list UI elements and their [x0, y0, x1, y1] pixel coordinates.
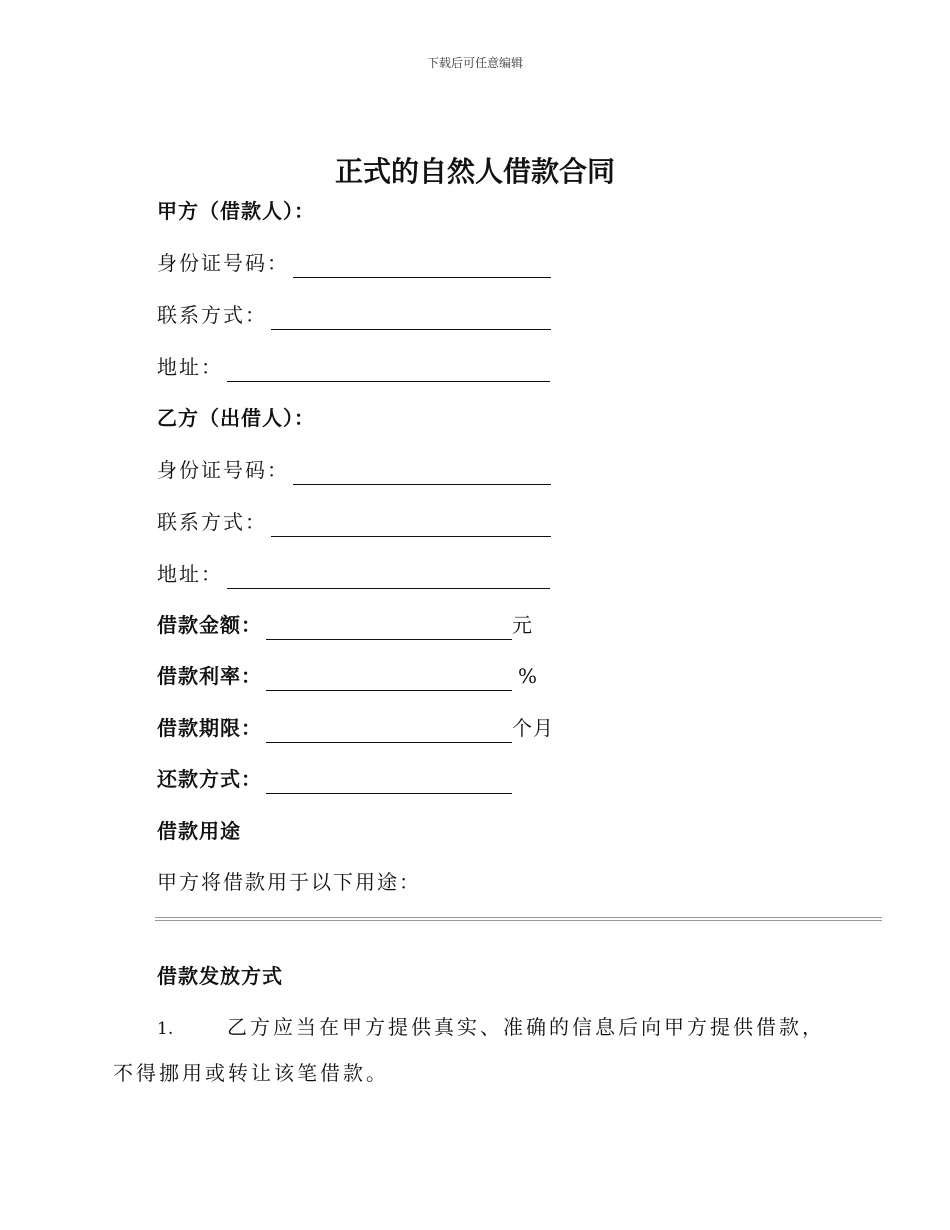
header-note: 下载后可任意编辑: [426, 56, 523, 70]
party-b-address-row: [157, 559, 550, 589]
loan-amount-row: [157, 610, 533, 640]
loan-amount-blank[interactable]: [266, 617, 512, 640]
loan-term-unit: 个月: [512, 716, 554, 740]
purpose-text: 甲方将借款用于以下用途：: [157, 870, 421, 894]
loan-rate-unit: %: [518, 664, 539, 688]
party-b-id-label: 身份证号码：: [157, 458, 289, 482]
party-b-contact-row: [157, 507, 551, 537]
loan-amount-unit: 元: [512, 613, 533, 637]
loan-term-row: [157, 713, 554, 743]
section-divider: [155, 917, 882, 921]
party-a-address-row: [157, 352, 550, 382]
purpose-heading: 借款用途: [157, 819, 241, 843]
loan-amount-label: 借款金额：: [157, 613, 262, 637]
party-b-id-row: [157, 455, 551, 485]
disbursement-heading: 借款发放方式: [157, 964, 283, 988]
disbursement-item-1: [113, 1005, 833, 1095]
repayment-method-row: [157, 764, 512, 794]
party-b-contact-blank[interactable]: [271, 514, 551, 537]
party-b-contact-label: 联系方式：: [157, 510, 267, 534]
loan-term-blank[interactable]: [266, 720, 512, 743]
disbursement-item-number: 1.: [157, 1019, 174, 1039]
party-a-address-label: 地址：: [157, 355, 223, 379]
party-b-address-label: 地址：: [157, 562, 223, 586]
party-a-contact-blank[interactable]: [271, 307, 551, 330]
loan-rate-label: 借款利率：: [157, 664, 262, 688]
loan-term-label: 借款期限：: [157, 716, 262, 740]
party-a-contact-label: 联系方式：: [157, 303, 267, 327]
party-b-heading: 乙方（出借人）：: [157, 406, 315, 430]
document-title: 正式的自然人借款合同: [334, 155, 615, 188]
repayment-method-label: 还款方式：: [157, 767, 262, 791]
party-a-heading: 甲方（借款人）：: [157, 199, 315, 223]
party-b-id-blank[interactable]: [293, 462, 551, 485]
party-a-address-blank[interactable]: [227, 359, 550, 382]
party-a-id-row: [157, 248, 551, 278]
party-a-contact-row: [157, 300, 551, 330]
disbursement-item-text: 乙方应当在甲方提供真实、准确的信息后向甲方提供借款，不得挪用或转让该笔借款。: [113, 1015, 825, 1085]
party-a-id-label: 身份证号码：: [157, 251, 289, 275]
party-b-address-blank[interactable]: [227, 566, 550, 589]
loan-rate-row: [157, 661, 538, 691]
party-a-id-blank[interactable]: [293, 255, 551, 278]
loan-rate-blank[interactable]: [266, 668, 512, 691]
repayment-method-blank[interactable]: [266, 771, 512, 794]
